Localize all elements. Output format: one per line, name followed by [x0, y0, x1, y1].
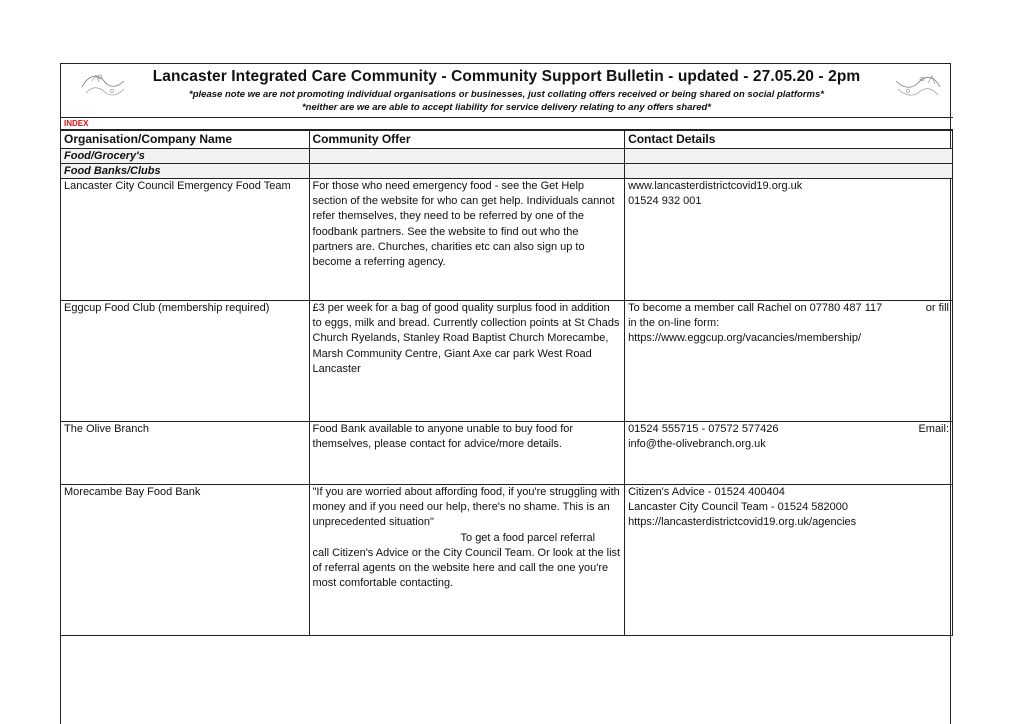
contact-line-1: [628, 301, 949, 316]
contact-details: [625, 422, 953, 485]
offer-referral-details: call Citizen's Advice or the City Council Team. Or look at the list of referral agents on the website here and call the one you're most comfortable contacting.: [312, 546, 621, 590]
community-offer: Food Bank available to anyone unable to buy food for themselves, please contact for advice/more details.: [309, 422, 625, 485]
contact-phone: 01524 555715 - 07572 577426: [628, 423, 779, 435]
category-row-food-banks: [61, 164, 953, 179]
category-blank: [625, 149, 953, 164]
contact-details: [625, 301, 953, 422]
contact-council-team: Lancaster City Council Team - 01524 582000: [628, 501, 848, 514]
table-row: [61, 485, 953, 636]
contact-website-link[interactable]: www.lancasterdistrictcovid19.org.uk: [628, 180, 803, 192]
contact-form-text: in the on-line form:: [628, 317, 720, 330]
contact-citizens-advice: Citizen's Advice - 01524 400404: [628, 486, 785, 498]
table-header-row: [61, 131, 953, 149]
contact-email-link[interactable]: info@the-olivebranch.org.uk: [628, 438, 766, 451]
support-table: [60, 130, 953, 636]
contact-or-fill: or fill: [925, 302, 949, 314]
category-blank: [309, 149, 625, 164]
header-contact: Contact Details: [625, 131, 953, 149]
page-title: Lancaster Integrated Care Community - Community Support Bulletin - updated - 27.05.20 - 2pm: [152, 68, 861, 85]
category-label: Food/Grocery's: [61, 149, 310, 164]
offer-quote: "If you are worried about affording food, if you're struggling with money and if you need our help, there's no shame. This is an unprecedented situation": [312, 486, 620, 529]
ornament-right-icon: [892, 67, 944, 103]
category-blank: [309, 164, 625, 179]
category-row-food-grocery: [61, 149, 953, 164]
contact-phone: To become a member call Rachel on 07780 487 117: [628, 302, 883, 314]
org-name: Eggcup Food Club (membership required): [61, 301, 310, 422]
community-offer: For those who need emergency food - see the Get Help section of the website for who can get help. Individuals cannot refer themselves, they need to be referred by one of the foodbank partners. See the website to find out who the partners are. Churches, charities etc can also sign up to become a referring agency.: [309, 179, 625, 301]
table-row: [61, 301, 953, 422]
disclaimer-note-2: *neither are we are able to accept liability for service delivery relating to any offers shared*: [301, 102, 712, 113]
org-name: Morecambe Bay Food Bank: [61, 485, 310, 636]
community-offer: [309, 485, 625, 636]
table-row: [61, 179, 953, 301]
contact-email-label: Email:: [918, 423, 949, 435]
contact-website-link[interactable]: https://www.eggcup.org/vacancies/membership/: [628, 332, 862, 345]
org-name: Lancaster City Council Emergency Food Team: [61, 179, 310, 301]
index-row: [60, 117, 953, 130]
offer-referral-intro: To get a food parcel referral: [460, 531, 596, 544]
header-offer: Community Offer: [309, 131, 625, 149]
contact-website-link[interactable]: https://lancasterdistrictcovid19.org.uk/agencies: [628, 516, 857, 529]
org-name: The Olive Branch: [61, 422, 310, 485]
table-row: [61, 422, 953, 485]
community-offer: £3 per week for a bag of good quality surplus food in addition to eggs, milk and bread. Currently collection points at St Chads Church Ryelands, Stanley Road Baptist Church Morecambe, Marsh Community Centre, Giant Axe car park West Road Lancaster: [309, 301, 625, 422]
index-link[interactable]: INDEX: [64, 119, 89, 128]
disclaimer-note-1: *please note we are not promoting individual organisations or businesses, just collating offers received or being shared on social platforms*: [189, 89, 824, 100]
bulletin-header: [60, 63, 953, 117]
bulletin-sheet: [60, 63, 953, 724]
contact-details: [625, 179, 953, 301]
header-organisation: Organisation/Company Name: [61, 131, 310, 149]
contact-phone: 01524 932 001: [628, 195, 702, 208]
category-blank: [625, 164, 953, 179]
category-label: Food Banks/Clubs: [61, 164, 310, 179]
contact-details: [625, 485, 953, 636]
contact-line-1: [628, 422, 949, 437]
